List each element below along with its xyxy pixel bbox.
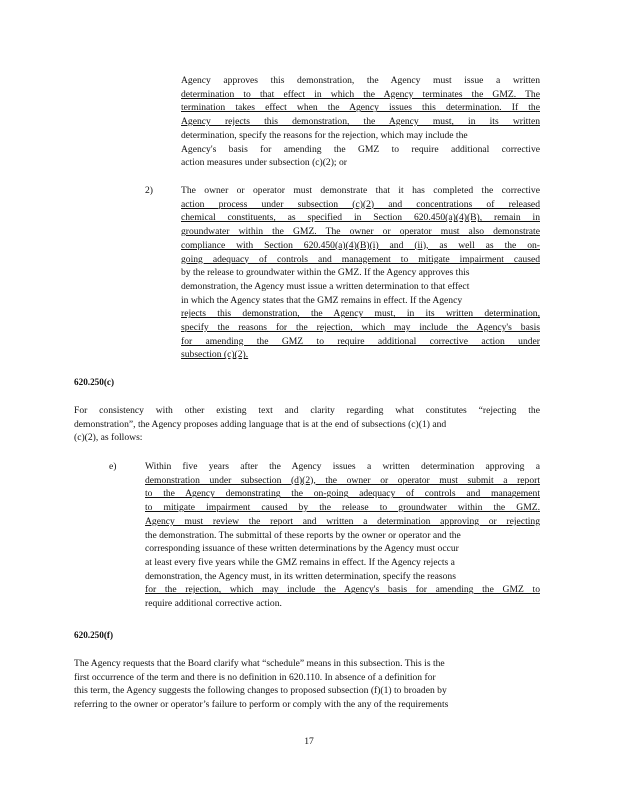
block1-line: action measures under subsection (c)(2); or (181, 157, 347, 169)
block1-line: Agency approves this demonstration, the Agency must issue a written (181, 75, 540, 86)
para-c-line: (c)(2), as follows: (74, 432, 143, 444)
item2-line: compliance with Section 620.450(a)(4)(B)(i) and (ii), as well as the on- (181, 239, 540, 251)
item2-line: The owner or operator must demonstrate that it has completed the corrective (181, 185, 540, 196)
item2-line: going adequacy of controls and management to mitigate impairment caused (181, 253, 540, 265)
para-c-line: For consistency with other existing text and clarity regarding what constitutes “rejecting the (74, 405, 540, 416)
item2-line: in which the Agency states that the GMZ remains in effect. If the Agency (181, 294, 463, 306)
item2-line: chemical constituents, as specified in Section 620.450(a)(4)(B), remain in (181, 212, 540, 224)
para-f-line: first occurrence of the term and there is no definition in 620.110. In absence of a definition for (74, 671, 436, 683)
item-e-line: the demonstration. The submittal of these reports by the owner or operator and the (145, 529, 461, 541)
block1-line: Agency rejects this demonstration, the Agency must, in its written (181, 116, 540, 128)
item-e-line: Agency must review the report and written a determination approving or rejecting (145, 515, 540, 527)
item-e-line: require additional corrective action. (145, 598, 282, 609)
item-e-marker: e) (109, 461, 117, 472)
para-f-line: referring to the owner or operator’s failure to perform or comply with the any of the requirements (74, 699, 449, 711)
item2-line: rejects this demonstration, the Agency must, in its written determination, (181, 308, 540, 320)
block1-line: termination takes effect when the Agency issues this determination. If the (181, 102, 540, 114)
block1-line: Agency's basis for amending the GMZ to require additional corrective (181, 143, 540, 155)
item2-line: by the release to groundwater within the GMZ. If the Agency approves this (181, 267, 470, 279)
item-e-line: corresponding issuance of these written determinations by the Agency must occur (145, 543, 459, 555)
item2-line: for amending the GMZ to require additional corrective action under (181, 335, 540, 347)
item-e-line: to the Agency demonstrating the on-going adequacy of controls and management (145, 488, 540, 500)
block1-line: determination, specify the reasons for the rejection, which may include the (181, 129, 468, 141)
item2-line: action process under subsection (c)(2) and concentrations of released (181, 198, 540, 210)
item-e-line: at least every five years while the GMZ remains in effect. If the Agency rejects a (145, 556, 455, 568)
item-e-line: to mitigate impairment caused by the release to groundwater within the GMZ. (145, 502, 540, 514)
section-heading-c: 620.250(c) (74, 377, 115, 387)
item2-line: demonstration, the Agency must issue a written determination to that effect (181, 280, 470, 292)
item2-marker: 2) (145, 185, 153, 196)
block1-line: determination to that effect in which the Agency terminates the GMZ. The (181, 88, 540, 100)
page-number: 17 (304, 736, 314, 747)
item2-line: groundwater within the GMZ. The owner or operator must also demonstrate (181, 226, 540, 238)
item2-line: subsection (c)(2). (181, 349, 249, 361)
item-e-line: Within five years after the Agency issues a written determination approving a (145, 461, 540, 472)
item-e-line: for the rejection, which may include the Agency's basis for amending the GMZ to (145, 584, 540, 596)
item2-line: specify the reasons for the rejection, which may include the Agency's basis (181, 322, 540, 333)
para-f-line: this term, the Agency suggests the following changes to proposed subsection (f)(1) to broaden by (74, 685, 447, 697)
para-f-line: The Agency requests that the Board clarify what “schedule” means in this subsection. This is the (74, 658, 445, 669)
para-c-line: demonstration”, the Agency proposes adding language that is at the end of subsections (c)(1) and (74, 418, 447, 430)
item-e-line: demonstration, the Agency must, in its written determination, specify the reasons (145, 570, 456, 582)
section-heading-f: 620.250(f) (74, 630, 114, 640)
item-e-line: demonstration under subsection (d)(2), the owner or operator must submit a report (145, 474, 540, 486)
